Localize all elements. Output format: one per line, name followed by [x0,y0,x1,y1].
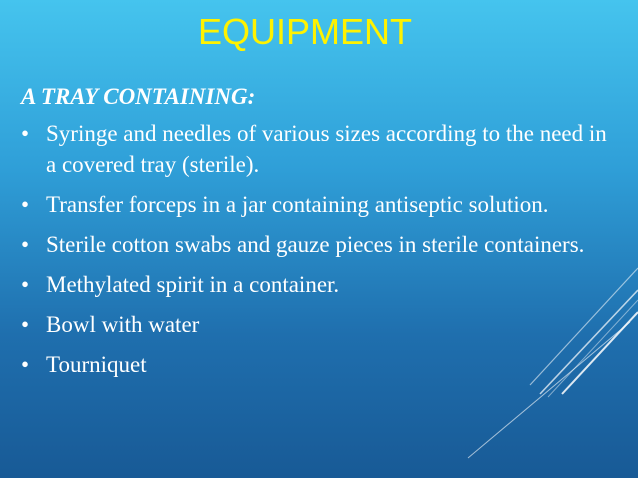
list-item-text: Sterile cotton swabs and gauze pieces in sterile containers. [46,232,585,257]
list-item-text: Tourniquet [46,352,147,377]
list-item-text: Methylated spirit in a container. [46,272,340,297]
slide-title: EQUIPMENT [197,11,412,52]
bullet-icon: • [21,232,30,257]
list-item-text: Syringe and needles of various sizes according to the need in a covered tray (sterile). [46,121,607,177]
subheading: A TRAY CONTAINING: [21,84,256,109]
bullet-icon: • [21,312,30,337]
bullet-icon: • [21,192,30,217]
bullet-icon: • [21,352,30,377]
list-item [21,349,621,380]
list-item [21,189,621,220]
list-item [21,118,621,180]
list-item-text: Bowl with water [46,312,200,337]
bullet-icon: • [21,121,30,146]
list-item [21,309,621,340]
equipment-list [21,118,621,389]
list-item [21,229,621,260]
list-item [21,269,621,300]
list-item-text: Transfer forceps in a jar containing antiseptic solution. [46,192,549,217]
bullet-icon: • [21,272,30,297]
